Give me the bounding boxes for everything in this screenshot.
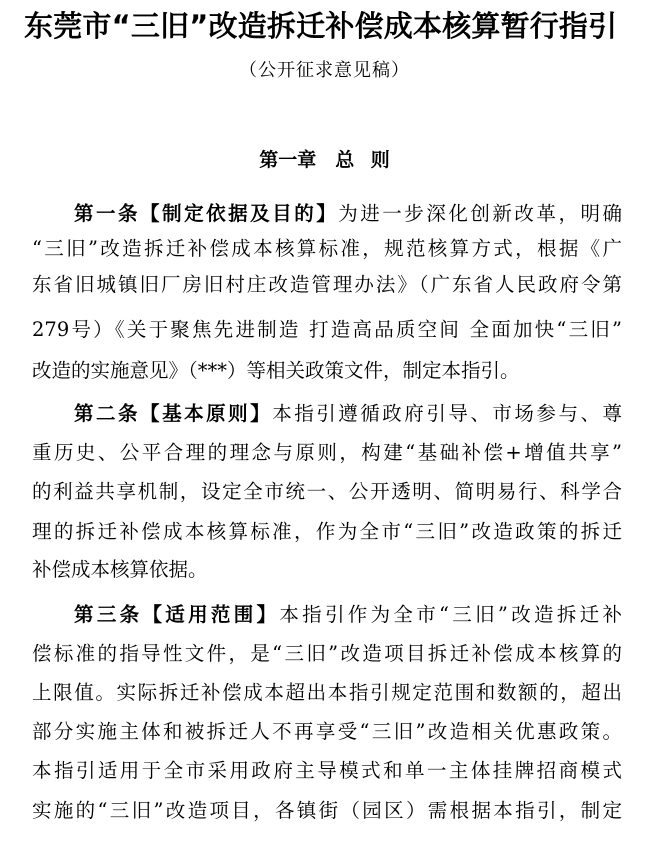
article-1-line-4: 279号）《关于聚焦先进制造 打造高品质空间 全面加快“三旧”	[32, 318, 622, 341]
article-3-line-4: 部分实施主体和被拆迁人不再享受“三旧”改造相关优惠政策。	[32, 720, 622, 743]
article-2-line-1	[74, 397, 622, 431]
article-3-line-2: 偿标准的指导性文件，是“三旧”改造项目拆迁补偿成本核算的	[32, 642, 622, 665]
article-2-line-2: 重历史、公平合理的理念与原则，构建“基础补偿+增值共享”	[32, 441, 622, 464]
chapter-heading: 第一章 总 则	[259, 149, 390, 171]
article-3-line-3: 上限值。实际拆迁补偿成本超出本指引规定范围和数额的，超出	[32, 681, 622, 704]
article-2-line-5: 补偿成本核算依据。	[32, 558, 208, 581]
article-2-line-3: 的利益共享机制，设定全市统一、公开透明、简明易行、科学合	[32, 480, 622, 503]
article-3-line-5: 本指引适用于全市采用政府主导模式和单一主体挂牌招商模式	[32, 759, 622, 782]
article-3-heading: 第三条【适用范围】	[74, 603, 280, 626]
document-title: 东莞市“三旧”改造拆迁补偿成本核算暂行指引	[24, 9, 618, 43]
article-1-text: 为进一步深化创新改革，明确	[338, 202, 622, 225]
article-1-heading: 第一条【制定依据及目的】	[74, 202, 339, 225]
article-3-text: 本指引作为全市“三旧”改造拆迁补	[279, 603, 622, 626]
article-1-line-3: 东省旧城镇旧厂房旧村庄改造管理办法》（广东省人民政府令第	[32, 273, 622, 296]
article-1-line-1	[74, 197, 622, 231]
article-1-line-2: “三旧”改造拆迁补偿成本核算标准，规范核算方式，根据《广	[32, 237, 622, 260]
article-1-line-5: 改造的实施意见》（***）等相关政策文件，制定本指引。	[32, 359, 520, 382]
article-2-heading: 第二条【基本原则】	[74, 402, 273, 425]
article-2-text: 本指引遵循政府引导、市场参与、尊	[272, 402, 622, 425]
article-2-line-4: 理的拆迁补偿成本核算标准，作为全市“三旧”改造政策的拆迁	[32, 520, 622, 543]
document-subtitle: （公开征求意见稿）	[239, 60, 410, 81]
article-3-line-6: 实施的“三旧”改造项目，各镇街（园区）需根据本指引，制定	[32, 799, 622, 822]
article-3-line-1	[74, 598, 622, 632]
